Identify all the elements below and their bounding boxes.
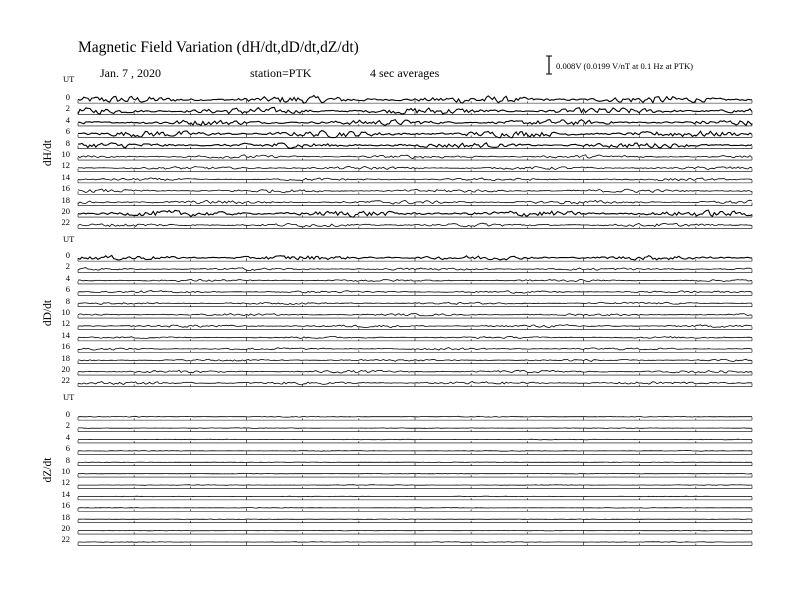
hour-label: 0 bbox=[65, 250, 70, 260]
trace-line bbox=[78, 416, 752, 417]
panel-dddt bbox=[78, 255, 752, 386]
hour-label: 8 bbox=[65, 454, 70, 465]
hour-label: 8 bbox=[65, 295, 70, 306]
trace-line bbox=[78, 496, 752, 497]
hour-label: 16 bbox=[61, 500, 70, 511]
scale-label: 0.008V (0.0199 V/nT at 0.1 Hz at PTK) bbox=[556, 61, 694, 71]
hour-label: 8 bbox=[65, 137, 70, 148]
hour-label: 0 bbox=[65, 409, 70, 419]
trace-line bbox=[78, 473, 752, 474]
trace-line bbox=[78, 439, 752, 440]
hour-label: 14 bbox=[61, 488, 70, 499]
hour-label: 16 bbox=[61, 183, 70, 194]
hour-label: 16 bbox=[61, 341, 70, 352]
hour-label: 14 bbox=[61, 329, 70, 340]
component-axis-label: dH/dt bbox=[42, 139, 54, 167]
trace-line bbox=[78, 451, 752, 452]
hour-label: 18 bbox=[61, 511, 70, 522]
traces-group bbox=[78, 96, 752, 546]
component-axis-label: dZ/dt bbox=[42, 457, 54, 483]
trace-line bbox=[78, 519, 752, 520]
hour-label: 12 bbox=[61, 477, 70, 488]
panel-dzdt bbox=[78, 416, 752, 545]
hour-label: 0 bbox=[65, 92, 70, 102]
hour-label: 4 bbox=[65, 114, 70, 125]
hour-label: 2 bbox=[65, 103, 70, 114]
component-axis-label: dD/dt bbox=[42, 299, 54, 327]
hour-label: 2 bbox=[65, 420, 70, 431]
hour-label: 18 bbox=[61, 194, 70, 205]
hour-label: 6 bbox=[65, 443, 70, 454]
ut-label: UT bbox=[63, 74, 75, 84]
chart-title: Magnetic Field Variation (dH/dt,dD/dt,dZ/dt) bbox=[78, 39, 359, 56]
trace-line bbox=[78, 428, 752, 429]
hour-label: 20 bbox=[61, 363, 70, 374]
trace-line bbox=[78, 508, 752, 509]
trace-line bbox=[78, 462, 752, 463]
hour-label: 12 bbox=[61, 318, 70, 329]
ut-label: UT bbox=[63, 234, 75, 244]
hour-label: 20 bbox=[61, 205, 70, 216]
hour-label: 10 bbox=[61, 465, 70, 476]
trace-line bbox=[78, 485, 752, 486]
station-label: station=PTK bbox=[250, 66, 312, 80]
hour-label: 4 bbox=[65, 272, 70, 283]
hour-label: 6 bbox=[65, 284, 70, 295]
trace-line bbox=[78, 530, 752, 531]
hour-label: 2 bbox=[65, 261, 70, 272]
hour-label: 6 bbox=[65, 126, 70, 137]
hour-label: 18 bbox=[61, 352, 70, 363]
hour-label: 20 bbox=[61, 522, 70, 533]
hour-label: 22 bbox=[61, 534, 70, 545]
hour-label: 10 bbox=[61, 306, 70, 317]
hour-label: 22 bbox=[61, 217, 70, 228]
date-label: Jan. 7 , 2020 bbox=[100, 66, 161, 80]
averaging-label: 4 sec averages bbox=[370, 66, 440, 80]
trace-line bbox=[78, 542, 752, 543]
hour-label: 14 bbox=[61, 171, 70, 182]
hour-label: 10 bbox=[61, 148, 70, 159]
trace-line bbox=[78, 348, 752, 351]
trace-line bbox=[78, 279, 752, 281]
panel-dhdt bbox=[78, 96, 752, 229]
hour-label: 12 bbox=[61, 160, 70, 171]
hour-label: 22 bbox=[61, 375, 70, 386]
hour-label: 4 bbox=[65, 431, 70, 442]
ut-label: UT bbox=[63, 392, 75, 402]
scale-bar bbox=[546, 56, 552, 74]
